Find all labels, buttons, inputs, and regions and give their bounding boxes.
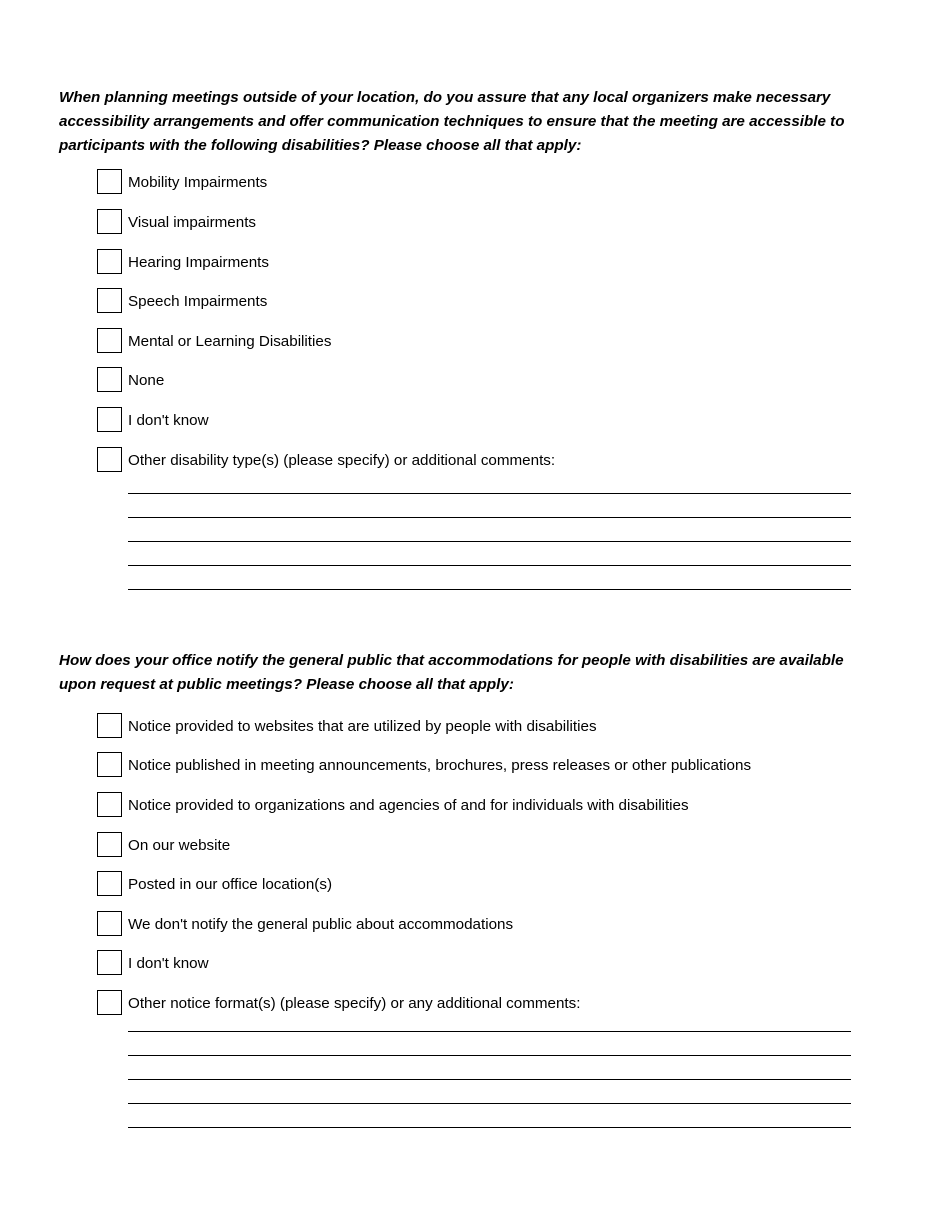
checkbox[interactable] <box>97 328 122 353</box>
q2-comment-line[interactable] <box>128 1031 851 1032</box>
option-label: Mobility Impairments <box>128 174 268 191</box>
checkbox[interactable] <box>97 407 122 432</box>
q1-option-visual[interactable] <box>97 209 857 237</box>
q1-option-speech[interactable] <box>97 288 857 316</box>
option-label: On our website <box>128 837 231 854</box>
option-label: Notice provided to websites that are utilized by people with disabilities <box>128 718 597 735</box>
option-label: Speech Impairments <box>128 293 268 310</box>
checkbox[interactable] <box>97 169 122 194</box>
option-label: Mental or Learning Disabilities <box>128 333 332 350</box>
checkbox[interactable] <box>97 713 122 738</box>
option-label: Hearing Impairments <box>128 254 269 271</box>
option-label: None <box>128 372 165 389</box>
q1-option-mental-learning[interactable] <box>97 328 857 356</box>
checkbox[interactable] <box>97 871 122 896</box>
q2-option-other[interactable] <box>97 990 857 1018</box>
q2-comment-line[interactable] <box>128 1079 851 1080</box>
q2-option-organizations[interactable] <box>97 792 857 820</box>
checkbox[interactable] <box>97 447 122 472</box>
q2-option-dont-notify[interactable] <box>97 911 857 939</box>
option-label: Posted in our office location(s) <box>128 876 333 893</box>
q2-option-office-location[interactable] <box>97 871 857 899</box>
checkbox[interactable] <box>97 367 122 392</box>
checkbox[interactable] <box>97 288 122 313</box>
option-label: I don't know <box>128 412 209 429</box>
q2-option-publications[interactable] <box>97 752 857 780</box>
q1-comment-line[interactable] <box>128 517 851 518</box>
option-label: Notice published in meeting announcements, brochures, press releases or other publications <box>128 757 752 774</box>
q2-comment-line[interactable] <box>128 1127 851 1128</box>
option-label: Other disability type(s) (please specify) or additional comments: <box>128 452 556 469</box>
q1-comment-line[interactable] <box>128 493 851 494</box>
q1-option-hearing[interactable] <box>97 249 857 277</box>
option-label: Notice provided to organizations and agencies of and for individuals with disabilities <box>128 797 689 814</box>
q2-comment-line[interactable] <box>128 1055 851 1056</box>
checkbox[interactable] <box>97 911 122 936</box>
checkbox[interactable] <box>97 832 122 857</box>
q2-comment-line[interactable] <box>128 1103 851 1104</box>
question-2-prompt: How does your office notify the general public that accommodations for people with disabilities are available upon request at public meetings? Please choose all that apply: <box>59 652 844 693</box>
question-1-prompt: When planning meetings outside of your location, do you assure that any local organizers make necessary accessibility arrangements and offer communication techniques to ensure that the meeting are accessible to participants with the following disabilities? Please choose all that apply: <box>59 89 845 154</box>
checkbox[interactable] <box>97 249 122 274</box>
q1-comment-line[interactable] <box>128 565 851 566</box>
option-label: We don't notify the general public about accommodations <box>128 916 514 933</box>
q1-comment-line[interactable] <box>128 541 851 542</box>
q1-option-other[interactable] <box>97 447 857 475</box>
q1-option-mobility[interactable] <box>97 169 857 197</box>
checkbox[interactable] <box>97 950 122 975</box>
checkbox[interactable] <box>97 792 122 817</box>
checkbox[interactable] <box>97 752 122 777</box>
q1-comment-line[interactable] <box>128 589 851 590</box>
option-label: Visual impairments <box>128 214 257 231</box>
option-label: Other notice format(s) (please specify) or any additional comments: <box>128 995 581 1012</box>
q2-option-websites[interactable] <box>97 713 857 741</box>
q2-option-our-website[interactable] <box>97 832 857 860</box>
q1-option-none[interactable] <box>97 367 857 395</box>
q1-option-dont-know[interactable] <box>97 407 857 435</box>
checkbox[interactable] <box>97 990 122 1015</box>
option-label: I don't know <box>128 955 209 972</box>
checkbox[interactable] <box>97 209 122 234</box>
q2-option-dont-know[interactable] <box>97 950 857 978</box>
